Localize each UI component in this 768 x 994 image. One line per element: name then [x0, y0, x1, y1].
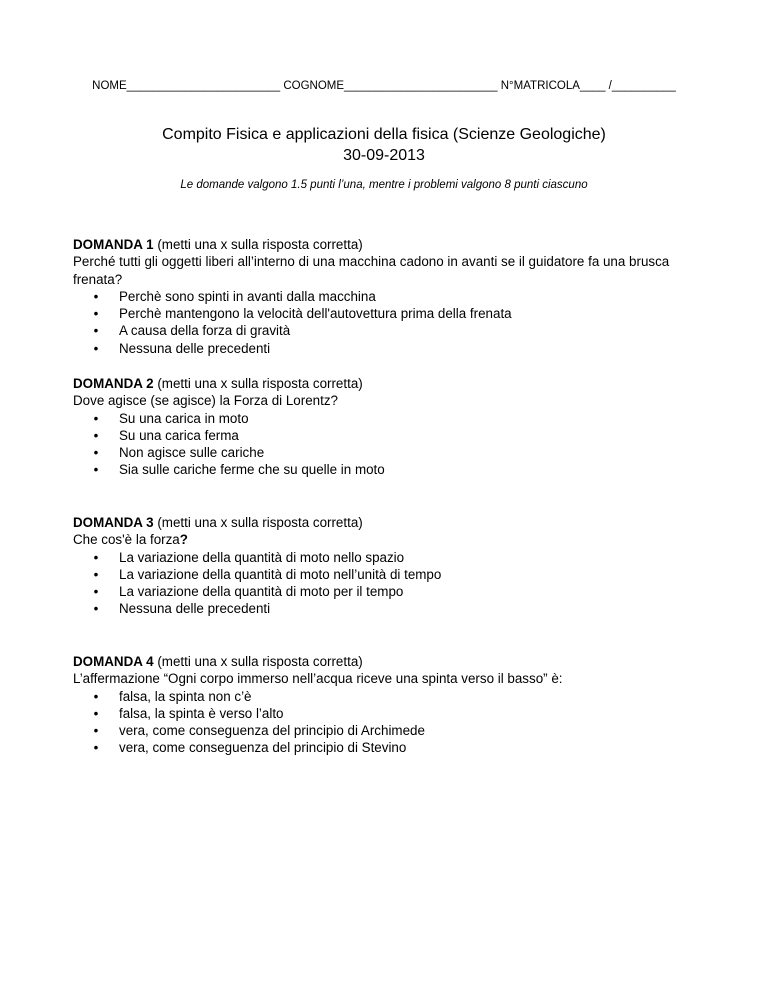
- answer-options: [73, 288, 693, 357]
- question-text-body: Che cos'è la forza: [73, 532, 180, 548]
- bullet-icon: •: [93, 723, 99, 739]
- answer-option-label: La variazione della quantità di moto nell’unità di tempo: [119, 566, 442, 582]
- answer-option-label: Su una carica in moto: [119, 410, 249, 426]
- answer-option[interactable]: [73, 427, 693, 444]
- question-heading: [73, 514, 693, 531]
- question-mark: ?: [179, 532, 188, 548]
- answer-option[interactable]: [73, 566, 693, 583]
- bullet-icon: •: [93, 306, 99, 322]
- answer-option-label: falsa, la spinta è verso l’alto: [119, 705, 284, 721]
- question-text: L’affermazione “Ogni corpo immerso nell’acqua riceve una spinta verso il basso” è:: [73, 671, 563, 687]
- answer-option-label: La variazione della quantità di moto per il tempo: [119, 584, 404, 600]
- question-heading: [73, 653, 693, 670]
- answer-option-label: Nessuna delle precedenti: [119, 340, 271, 356]
- bullet-icon: •: [93, 688, 99, 704]
- exam-date: 30-09-2013: [343, 147, 425, 164]
- answer-option[interactable]: [73, 461, 693, 478]
- answer-option-label: Su una carica ferma: [119, 427, 239, 443]
- bullet-icon: •: [93, 601, 99, 617]
- question-label: DOMANDA 4: [73, 654, 154, 669]
- exam-title-course: Compito Fisica e applicazioni della fisica (Scienze Geologiche): [162, 126, 606, 143]
- answer-option[interactable]: [73, 600, 693, 617]
- answer-option[interactable]: [73, 722, 693, 739]
- bullet-icon: •: [93, 445, 99, 461]
- answer-option-label: A causa della forza di gravità: [119, 323, 291, 339]
- question-instruction: (metti una x sulla risposta corretta): [157, 654, 363, 669]
- answer-option[interactable]: [73, 444, 693, 461]
- answer-option[interactable]: [73, 322, 693, 339]
- question-4: [73, 653, 693, 757]
- question-label: DOMANDA 3: [73, 515, 154, 530]
- answer-option[interactable]: [73, 549, 693, 566]
- answer-options: [73, 688, 693, 757]
- scoring-note: Le domande valgono 1.5 punti l’una, mentre i problemi valgono 8 punti ciascuno: [180, 179, 588, 191]
- answer-option-label: falsa, la spinta non c’è: [119, 688, 252, 704]
- answer-option-label: Non agisce sulle cariche: [119, 445, 265, 461]
- answer-option-label: vera, come conseguenza del principio di Stevino: [119, 740, 407, 756]
- answer-option-label: La variazione della quantità di moto nello spazio: [119, 549, 405, 565]
- answer-option[interactable]: [73, 688, 693, 705]
- bullet-icon: •: [93, 427, 99, 443]
- bullet-icon: •: [93, 288, 99, 304]
- answer-option[interactable]: [73, 410, 693, 427]
- answer-option-label: Perchè mantengono la velocità dell'autovettura prima della frenata: [119, 306, 512, 322]
- bullet-icon: •: [93, 566, 99, 582]
- question-heading: [73, 375, 693, 392]
- answer-options: [73, 410, 693, 479]
- answer-option[interactable]: [73, 340, 693, 357]
- bullet-icon: •: [93, 340, 99, 356]
- question-label: DOMANDA 1: [73, 237, 154, 252]
- answer-option-label: Perchè sono spinti in avanti dalla macchina: [119, 288, 376, 304]
- answer-option[interactable]: [73, 288, 693, 305]
- question-1: [73, 236, 693, 357]
- bullet-icon: •: [93, 410, 99, 426]
- question-3: [73, 514, 693, 618]
- question-heading: [73, 236, 693, 253]
- answer-option[interactable]: [73, 705, 693, 722]
- exam-title: [0, 124, 768, 166]
- question-text: Dove agisce (se agisce) la Forza di Lorentz?: [73, 393, 338, 409]
- bullet-icon: •: [93, 323, 99, 339]
- answer-option[interactable]: [73, 739, 693, 756]
- question-instruction: (metti una x sulla risposta corretta): [157, 515, 363, 530]
- question-text: [73, 531, 693, 548]
- bullet-icon: •: [93, 740, 99, 756]
- answer-options: [73, 549, 693, 618]
- question-2: [73, 375, 693, 479]
- student-info-fields: NOME________________________ COGNOME________________________ N°MATRICOLA____ /__________: [92, 80, 676, 92]
- bullet-icon: •: [93, 584, 99, 600]
- question-instruction: (metti una x sulla risposta corretta): [157, 376, 363, 391]
- answer-option[interactable]: [73, 305, 693, 322]
- answer-option-label: Sia sulle cariche ferme che su quelle in moto: [119, 462, 385, 478]
- bullet-icon: •: [93, 462, 99, 478]
- answer-option-label: vera, come conseguenza del principio di Archimede: [119, 723, 425, 739]
- question-instruction: (metti una x sulla risposta corretta): [157, 237, 363, 252]
- question-text: Perché tutti gli oggetti liberi all’interno di una macchina cadono in avanti se il guidatore fa una brusca frenata?: [73, 254, 670, 287]
- bullet-icon: •: [93, 549, 99, 565]
- answer-option[interactable]: [73, 583, 693, 600]
- answer-option-label: Nessuna delle precedenti: [119, 601, 271, 617]
- question-label: DOMANDA 2: [73, 376, 154, 391]
- bullet-icon: •: [93, 705, 99, 721]
